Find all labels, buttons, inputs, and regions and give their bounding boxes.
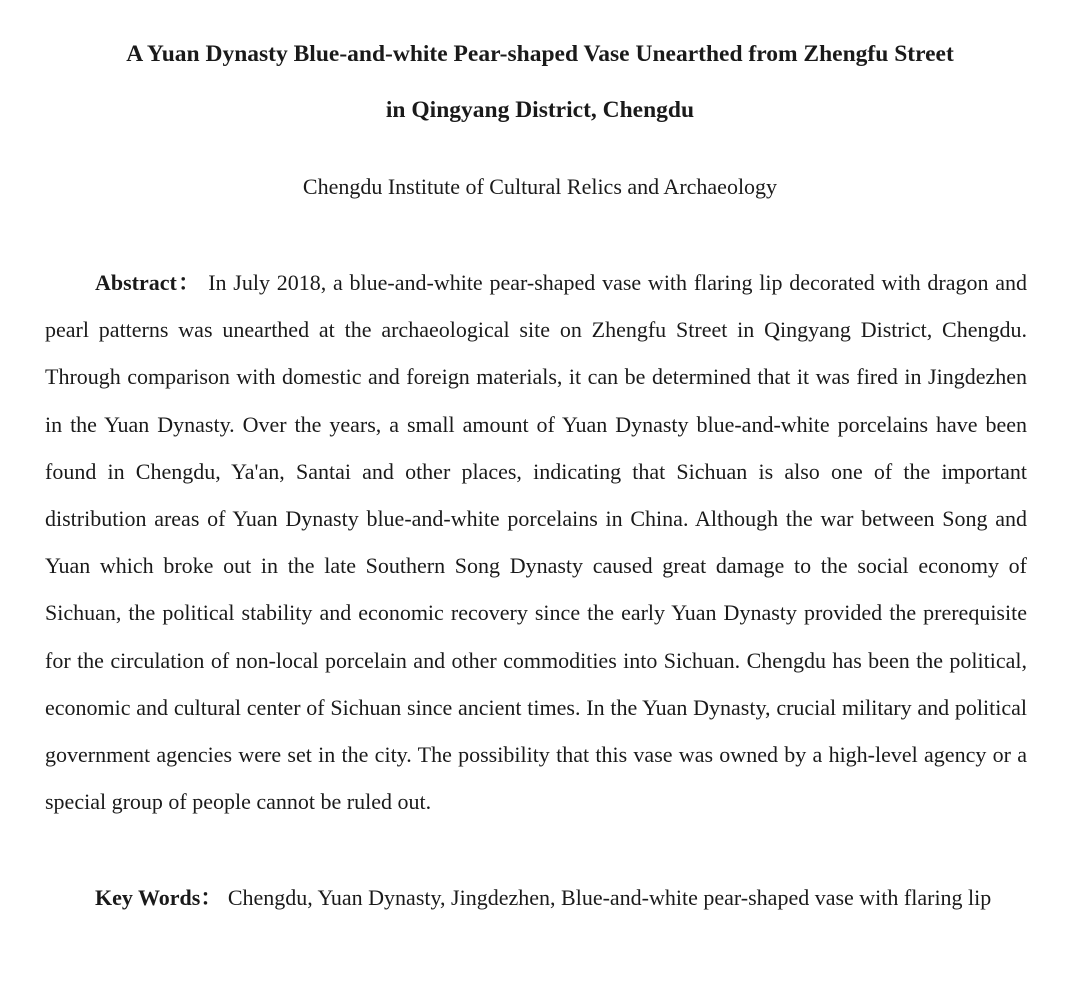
paper-title-line-2: in Qingyang District, Chengdu [385,97,695,123]
paper-title-line-1: A Yuan Dynasty Blue-and-white Pear-shaped Vase Unearthed from Zhengfu Street [126,41,954,67]
keywords-paragraph [45,874,1027,921]
abstract-text: In July 2018, a blue-and-white pear-shaped vase with flaring lip decorated with dragon and pearl patterns was unearthed at the archaeological site on Zhengfu Street in Qingyang District, Chengdu. Through comparison with domestic and foreign materials, it can be determined that it was fired in Jingdezhen in the Yuan Dynasty. Over the years, a small amount of Yuan Dynasty blue-and-white porcelains have been found in Chengdu, Ya'an, Santai and other places, indicating that Sichuan is also one of the important distribution areas of Yuan Dynasty blue-and-white porcelains in China. Although the war between Song and Yuan which broke out in the late Southern Song Dynasty caused great damage to the social economy of Sichuan, the political stability and economic recovery since the early Yuan Dynasty provided the prerequisite for the circulation of non-local porcelain and other commodities into Sichuan. Chengdu has been the political, economic and cultural center of Sichuan since ancient times. In the Yuan Dynasty, crucial military and political government agencies were set in the city. The possibility that this vase was owned by a high-level agency or a special group of people cannot be ruled out. [45,270,1027,815]
keywords-label: Key Words： [95,885,223,910]
abstract-label: Abstract： [95,270,202,295]
abstract-paragraph [45,259,1027,825]
paper-title [40,26,1040,138]
paper-author: Chengdu Institute of Cultural Relics and Archaeology [302,174,778,199]
keywords-text: Chengdu, Yuan Dynasty, Jingdezhen, Blue-and-white pear-shaped vase with flaring lip [227,885,992,910]
